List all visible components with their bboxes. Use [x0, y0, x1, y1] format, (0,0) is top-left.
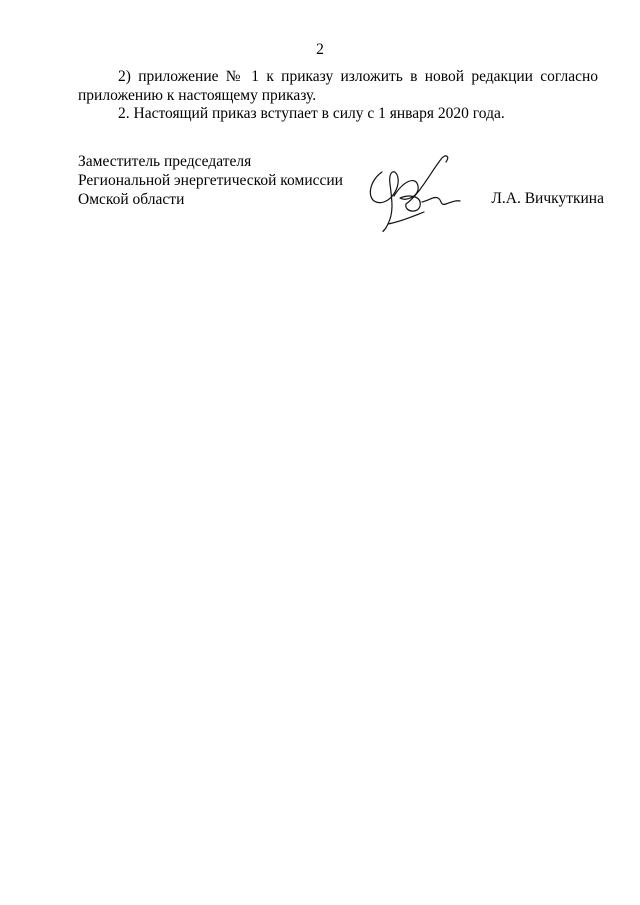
signer-name: Л.А. Вичкуткина	[491, 190, 604, 207]
paragraph-amendment-line2: приложению к настоящему приказу.	[78, 87, 317, 104]
signatory-position-line2: Региональной энергетической комиссии	[78, 172, 343, 189]
paragraph-effective-date: 2. Настоящий приказ вступает в силу с 1 января 2020 года.	[118, 105, 505, 122]
paragraph-amendment-line1: 2) приложение № 1 к приказу изложить в новой редакции согласно	[118, 68, 598, 85]
paragraph-amendment	[78, 67, 598, 105]
handwritten-signature	[360, 150, 470, 240]
signatory-position-line3: Омской области	[78, 191, 185, 208]
signatory-position	[78, 152, 343, 209]
page-number: 2	[316, 41, 324, 58]
signatory-position-line1: Заместитель председателя	[78, 153, 252, 170]
